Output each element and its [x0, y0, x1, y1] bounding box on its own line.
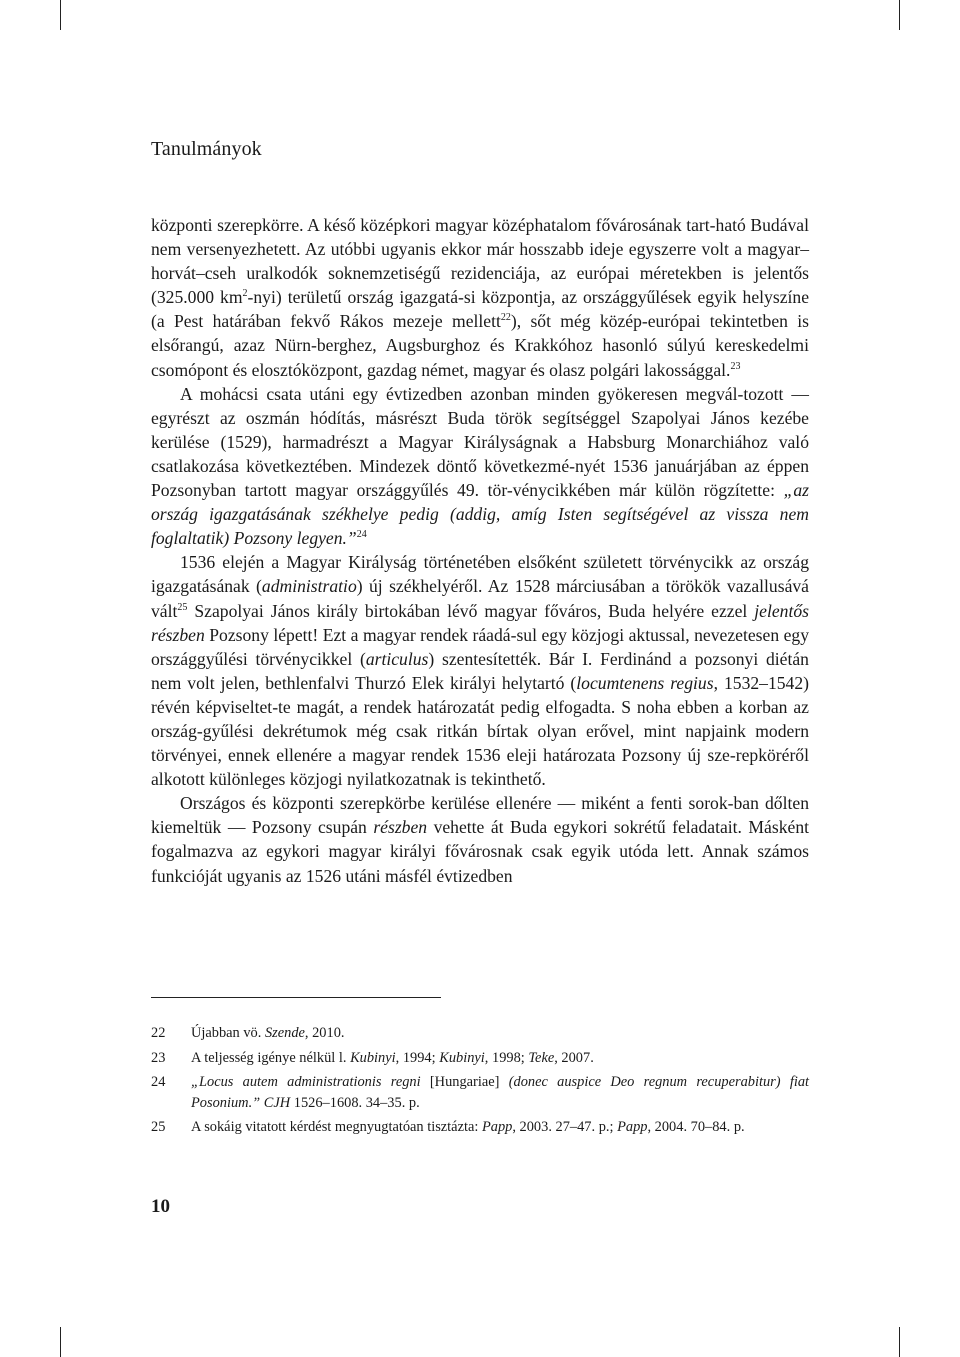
text-run: A sokáig vitatott kérdést megnyugtatóan tisztázta:	[191, 1119, 482, 1135]
crop-mark-top-right	[899, 0, 900, 30]
text-run: 1536 elején a Magyar Királyság történetében elsőként született törvénycikk az ország igazgatásának (	[151, 552, 809, 597]
italic-text: Kubinyi	[439, 1049, 485, 1066]
italic-text: locumtenens regius	[576, 672, 714, 693]
footnote-number: 25	[151, 1119, 166, 1135]
crop-mark-bottom-right	[899, 1327, 900, 1357]
paragraph	[151, 213, 809, 382]
footnote-text	[191, 1117, 809, 1138]
footnote-reference: 24	[356, 529, 367, 541]
main-text	[151, 213, 809, 888]
italic-text: Papp	[481, 1119, 513, 1135]
text-run: vehette át Buda egykori sokrétű feladatait. Másként fogalmazva az egykori magyar királyi fővárosnak csak egyik utóda lett. Annak számos funkcióját ugyanis az 1526 utáni másfél évtizedben	[151, 817, 810, 886]
text-run: központi szerepkörre. A késő középkori magyar középhatalom fővárosának tart-ható Budával nem versenyezhetett. Az utóbbi ugyanis ekkor már hosszabb ideje egyszerre volt a magyar–horvát–cseh uralkodók soknemzetiségű rezidenciája, az európai méretekben is jelentős (325.000 km	[151, 215, 809, 308]
footnote-reference: 23	[730, 360, 741, 372]
footnote-number: 23	[151, 1049, 166, 1066]
text-run: -nyi) területű ország igazgatá-si központja, az országgyűlések egyik helyszíne (a Pest határában fekvő Rákos mezeje mellett	[151, 287, 809, 332]
footnote-reference: 2	[242, 288, 248, 300]
footnote-text	[191, 1048, 809, 1069]
text-run: ) szentesítették. Bár I. Ferdinánd a pozsonyi diétán nem volt jelen, bethlenfalvi Thurzó Elek királyi helytartó (	[151, 648, 809, 693]
text-run: A mohácsi csata utáni egy évtizedben azonban minden gyökeresen megvál-tozott — egyrészt az oszmán hódítás, másrészt Buda török segítséggel Szapolyai János kezébe kerülése (1529), harmadrészt a Magyar Királyságnak a Habsburg Monarchiához való csatlakozása következtében. Mindezek döntő következmé-nyét 1536 januárjában az éppen Pozsonyban tartott magyar országgyűlés 49. tör-vénycikkében már külön rögzítette:	[151, 383, 809, 501]
text-run: Újabban vö.	[191, 1025, 265, 1041]
italic-text: Papp	[617, 1119, 648, 1135]
page-number: 10	[151, 1196, 170, 1217]
text-run: ) új székhelyéről. Az 1528 márciusában a törökök vazallusává vált	[151, 576, 809, 621]
text-run: A teljesség igénye nélkül l.	[191, 1049, 351, 1066]
paragraph	[151, 791, 809, 887]
paragraph	[151, 550, 809, 791]
italic-text: Kubinyi	[350, 1049, 396, 1066]
footnote	[151, 1023, 809, 1044]
italic-text: jelentős részben	[151, 600, 809, 645]
italic-text: részben	[373, 817, 428, 838]
crop-mark-bottom-left	[60, 1327, 61, 1357]
text-run: Országos és központi szerepkörbe kerülése ellenére — miként a fenti sorok-ban dőlten kiemeltük — Pozsony csupán	[151, 793, 809, 838]
crop-mark-top-left	[60, 0, 61, 30]
footnote	[151, 1072, 809, 1113]
italic-text: Teke	[528, 1049, 555, 1066]
italic-text: articulus	[365, 648, 429, 669]
footnote-reference: 25	[177, 601, 188, 613]
text-run: , 1998;	[484, 1049, 529, 1066]
text-run: ), sőt még közép-európai tekintetben is elsőrangú, azaz Nürn-berghez, Augsburghoz és Krakkóhoz hasonló súlyú kereskedelmi csomópont és elosztóközpont, gazdag német, magyar és olasz polgári lakossággal.	[151, 311, 809, 380]
footnote-text	[191, 1023, 809, 1044]
italic-text: Szende	[264, 1025, 305, 1041]
text-run: Pozsony lépett! Ezt a magyar rendek ráadá-sul egy közjogi aktussal, nevezetesen egy országgyűlési törvénycikkel (	[151, 624, 809, 669]
text-run: [Hungariae]	[420, 1074, 509, 1090]
italic-text: (donec auspice Deo regnum recuperabitur) fiat Posonium.”	[191, 1074, 810, 1111]
footnote	[151, 1048, 809, 1069]
footnote-number: 22	[151, 1025, 166, 1041]
text-run: , 2007.	[554, 1049, 594, 1066]
text-run: , 2010.	[304, 1025, 345, 1041]
footnote-number: 24	[151, 1074, 166, 1090]
text-run: , 1532–1542) révén képviseltet-te magát, a rendek határozatát pedig elfogadta. S noha ebben a korban az ország-gyűlési dekrétumok még csak ritkán bírtak olyan erővel, mint napjaink modern törvényei, ennek ellenére a magyar rendek 1536 eleji határozata Pozsony új sze-repköréről alkotott különleges közjogi nyilatkozatnak is tekinthető.	[151, 672, 810, 790]
text-run: , 2004. 70–84. p.	[647, 1119, 745, 1135]
text-run: Szapolyai János király birtokában lévő magyar főváros, Buda helyére ezzel	[187, 600, 755, 621]
running-head: Tanulmányok	[151, 138, 262, 160]
paragraph	[151, 382, 809, 551]
text-run: 1526–1608. 34–35. p.	[290, 1094, 420, 1111]
text-run: , 2003. 27–47. p.;	[512, 1119, 618, 1135]
italic-text: „Locus autem administrationis regni	[191, 1074, 421, 1090]
italic-text: administratio	[261, 576, 357, 597]
footnotes	[151, 1023, 809, 1142]
footnote-separator	[151, 997, 441, 998]
italic-text: CJH	[263, 1094, 291, 1111]
footnote	[151, 1117, 809, 1138]
footnote-reference: 22	[500, 312, 511, 324]
text-run: , 1994;	[395, 1049, 440, 1066]
footnote-text	[191, 1072, 809, 1113]
italic-text: „az ország igazgatásának székhelye pedig (addig, amíg Isten segítségével az vissza nem foglaltatik) Pozsony legyen.”	[151, 480, 809, 549]
